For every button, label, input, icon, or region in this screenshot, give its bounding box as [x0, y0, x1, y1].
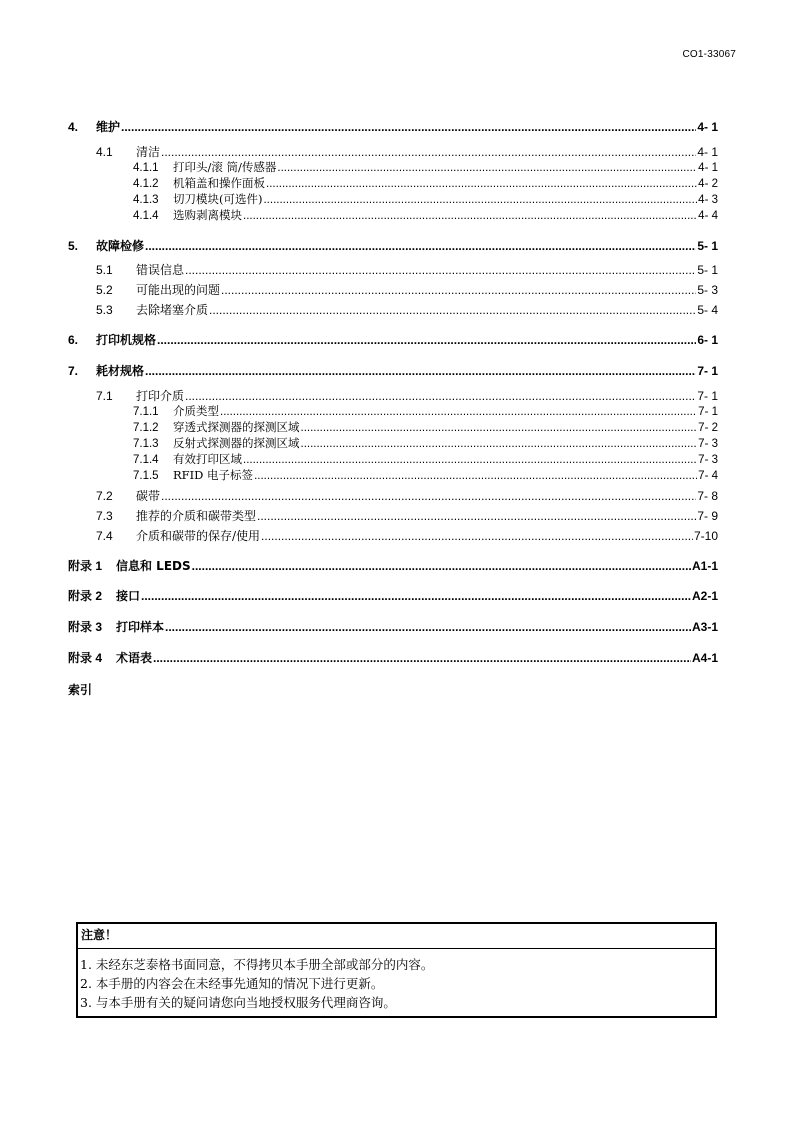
toc-title: 去除堵塞介质: [136, 303, 209, 317]
toc-title: 信息和 LEDS: [116, 559, 191, 573]
toc-entry-5-1[interactable]: [68, 262, 718, 278]
dot-leader: [301, 421, 698, 435]
toc-page: 4- 1: [698, 162, 718, 174]
toc-entry-appendix-4[interactable]: [68, 650, 718, 666]
toc-page: A4-1: [691, 651, 718, 665]
dot-leader: [209, 302, 696, 318]
toc-number: 6.: [68, 333, 79, 347]
toc-title: 穿透式探测器的探测区域: [173, 420, 300, 434]
dot-leader: [266, 177, 697, 191]
toc-page: 5- 4: [697, 303, 718, 317]
toc-title: 反射式探测器的探测区域: [173, 436, 300, 450]
toc-page: A3-1: [691, 620, 718, 634]
toc-title: 错误信息: [136, 263, 185, 277]
notice-line: 1. 未经东芝泰格书面同意，不得拷贝本手册全部或部分的内容。: [80, 957, 434, 972]
toc-title: 术语表: [116, 651, 153, 665]
toc-page: 7- 2: [698, 422, 718, 434]
dot-leader: [145, 238, 696, 254]
toc-entry-7-1-3[interactable]: [68, 436, 718, 450]
toc-number: 附录 3: [68, 620, 103, 634]
notice-line: 2. 本手册的内容会在未经事先通知的情况下进行更新。: [80, 976, 384, 991]
toc-title: 打印介质: [136, 389, 185, 403]
index-heading[interactable]: 索引: [68, 683, 93, 697]
dot-leader: [261, 528, 693, 544]
dot-leader: [301, 437, 698, 451]
toc-number: 4.1.1: [133, 162, 159, 174]
toc-entry-7-3[interactable]: [68, 508, 718, 524]
toc-entry-5-2[interactable]: [68, 282, 718, 298]
toc-page: 7- 3: [698, 438, 718, 450]
toc-entry-7-1-1[interactable]: [68, 404, 718, 418]
toc-title: 碳带: [136, 489, 161, 503]
dot-leader: [220, 405, 697, 419]
dot-leader: [254, 469, 697, 483]
toc-title: 有效打印区域: [173, 452, 242, 466]
document-code: CO1-33067: [682, 49, 736, 60]
toc-title: 维护: [96, 120, 121, 134]
toc-title: 打印机规格: [96, 333, 157, 347]
toc-entry-7-1-5[interactable]: [68, 468, 718, 482]
toc-entry-7-2[interactable]: [68, 488, 718, 504]
toc-entry-4-1[interactable]: [68, 144, 718, 160]
toc-title: 打印样本: [116, 620, 165, 634]
toc-page: 5- 1: [697, 263, 718, 277]
toc-title: 耗材规格: [96, 364, 145, 378]
notice-body: [78, 949, 715, 1012]
toc-title: 推荐的介质和碳带类型: [136, 509, 257, 523]
toc-number: 4.: [68, 120, 79, 134]
dot-leader: [257, 508, 696, 524]
toc-entry-appendix-1[interactable]: [68, 558, 718, 574]
notice-heading: 注意！: [78, 924, 715, 949]
dot-leader: [161, 144, 696, 160]
dot-leader: [192, 558, 691, 574]
toc-entry-4-1-4[interactable]: [68, 208, 718, 222]
toc-page: 4- 4: [698, 210, 718, 222]
toc-entry-appendix-2[interactable]: [68, 588, 718, 604]
dot-leader: [185, 262, 696, 278]
toc-number: 7.1.1: [133, 406, 159, 418]
toc-title: 机箱盖和操作面板: [173, 176, 265, 190]
toc-entry-5-3[interactable]: [68, 302, 718, 318]
toc-entry-7-1-2[interactable]: [68, 420, 718, 434]
toc-entry-7-1-4[interactable]: [68, 452, 718, 466]
toc-title: 接口: [116, 589, 141, 603]
notice-box: [76, 922, 717, 1018]
toc-entry-chapter-4[interactable]: [68, 119, 718, 135]
toc-number: 附录 4: [68, 651, 103, 665]
toc-page: 7- 1: [698, 406, 718, 418]
toc-number: 7.1.5: [133, 470, 159, 482]
dot-leader: [185, 388, 696, 404]
toc-page: 7- 4: [698, 470, 718, 482]
toc-title: 可能出现的问题: [136, 283, 221, 297]
toc-number: 4.1: [96, 145, 113, 159]
toc-page: 6- 1: [697, 333, 718, 347]
toc-title: 故障检修: [96, 239, 145, 253]
toc-title: 清洁: [136, 145, 161, 159]
toc-number: 7.1: [96, 389, 113, 403]
toc-entry-chapter-6[interactable]: [68, 332, 718, 348]
toc-page: 4- 2: [698, 178, 718, 190]
dot-leader: [243, 453, 697, 467]
toc-number: 7.: [68, 364, 79, 378]
toc-page: 7- 3: [698, 454, 718, 466]
toc-title: 打印头/滚 筒/传感器: [173, 160, 277, 174]
toc-entry-chapter-7[interactable]: [68, 363, 718, 379]
dot-leader: [153, 650, 691, 666]
toc-number: 4.1.2: [133, 178, 159, 190]
toc-page: 5- 3: [697, 283, 718, 297]
toc-page: 7- 8: [697, 489, 718, 503]
notice-line: 3. 与本手册有关的疑问请您向当地授权服务代理商咨询。: [80, 995, 396, 1010]
dot-leader: [263, 193, 697, 207]
toc-page: A2-1: [691, 589, 718, 603]
toc-number: 5.: [68, 239, 79, 253]
dot-leader: [145, 363, 696, 379]
dot-leader: [141, 588, 691, 604]
toc-entry-4-1-3[interactable]: [68, 192, 718, 206]
toc-number: 7.1.2: [133, 422, 159, 434]
toc-title: 选购剥离模块: [173, 208, 242, 222]
dot-leader: [165, 619, 691, 635]
toc-number: 7.1.4: [133, 454, 159, 466]
toc-number: 4.1.4: [133, 210, 159, 222]
toc-page: 4- 1: [697, 145, 718, 159]
dot-leader: [243, 209, 697, 223]
toc-entry-4-1-1[interactable]: [68, 160, 718, 174]
toc-number: 附录 1: [68, 559, 103, 573]
toc-number: 7.2: [96, 489, 113, 503]
dot-leader: [161, 488, 696, 504]
toc-page: 7-10: [693, 529, 718, 543]
toc-number: 附录 2: [68, 589, 103, 603]
dot-leader: [221, 282, 696, 298]
toc-number: 5.3: [96, 303, 113, 317]
toc-entry-7-1[interactable]: [68, 388, 718, 404]
toc-title: 介质类型: [173, 404, 219, 418]
toc-number: 7.3: [96, 509, 113, 523]
toc-page: 7- 9: [697, 509, 718, 523]
toc-title: 切刀模块(可选件): [173, 192, 263, 206]
toc-entry-7-4[interactable]: [68, 528, 718, 544]
toc-page: A1-1: [691, 559, 718, 573]
toc-page: 4- 1: [697, 120, 718, 134]
toc-page: 4- 3: [698, 194, 718, 206]
dot-leader: [157, 332, 696, 348]
toc-page: 7- 1: [697, 389, 718, 403]
toc-title: 介质和碳带的保存/使用: [136, 529, 261, 543]
toc-entry-chapter-5[interactable]: [68, 238, 718, 254]
toc-number: 5.1: [96, 263, 113, 277]
toc-entry-appendix-3[interactable]: [68, 619, 718, 635]
toc-number: 5.2: [96, 283, 113, 297]
toc-number: 7.1.3: [133, 438, 159, 450]
dot-leader: [277, 161, 697, 175]
toc-page: 7- 1: [697, 364, 718, 378]
toc-number: 4.1.3: [133, 194, 159, 206]
toc-page: 5- 1: [697, 239, 718, 253]
toc-title: RFID 电子标签: [173, 468, 254, 482]
toc-entry-4-1-2[interactable]: [68, 176, 718, 190]
dot-leader: [121, 119, 696, 135]
toc-number: 7.4: [96, 529, 113, 543]
